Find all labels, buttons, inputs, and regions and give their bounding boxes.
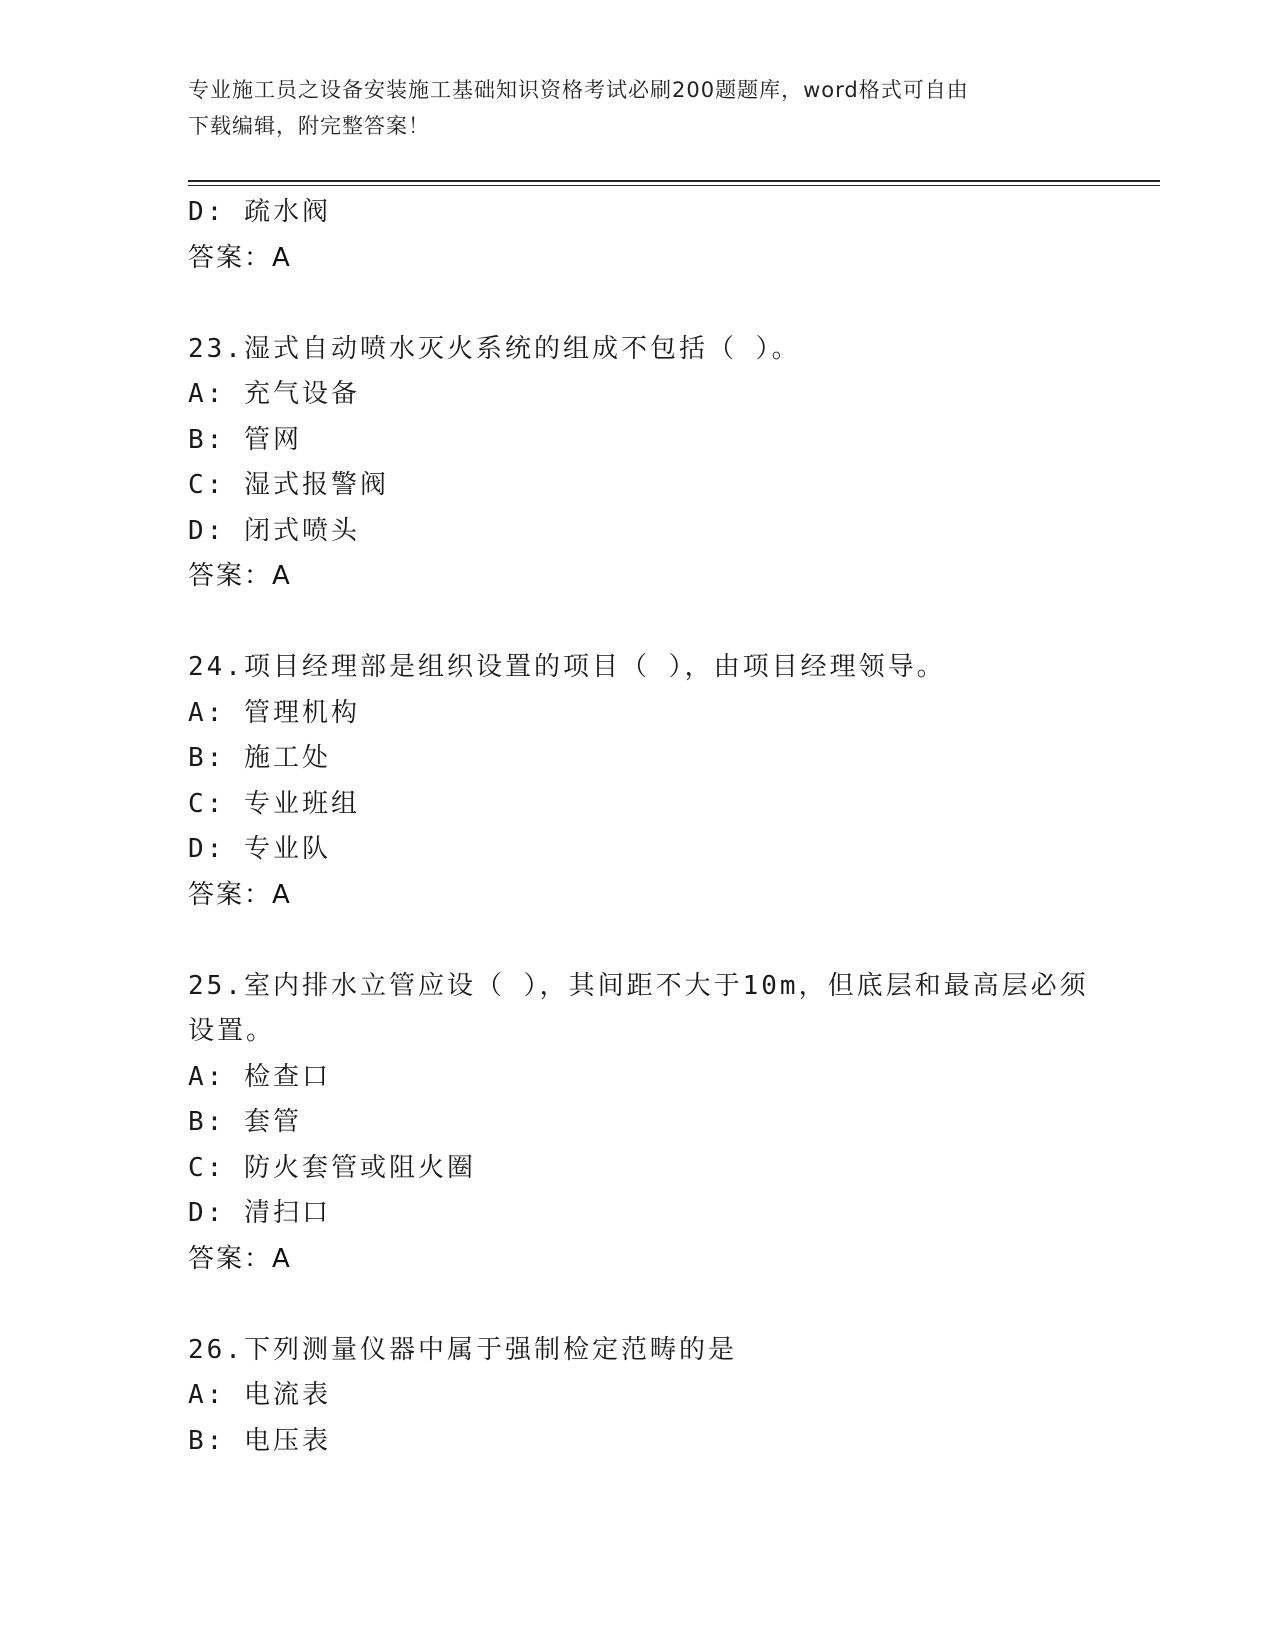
question-stem-line-2: 设置。: [188, 1016, 276, 1046]
answer: 答案：A: [188, 1243, 292, 1274]
option-c: C: 专业班组: [188, 788, 360, 819]
question-stem: 23.湿式自动喷水灭火系统的组成不包括（ ）。: [188, 333, 801, 364]
header-title-line-1: 专业施工员之设备安装施工基础知识资格考试必刷200题题库，word格式可自由: [188, 78, 969, 102]
question-stem: 26.下列测量仪器中属于强制检定范畴的是: [188, 1334, 737, 1365]
option-c: C: 湿式报警阀: [188, 470, 389, 500]
header-divider-thin: [188, 185, 1160, 186]
option-a: A: 管理机构: [188, 697, 360, 728]
question-22-tail: [188, 190, 1108, 281]
option-d: D: 清扫口: [188, 1198, 331, 1228]
question-list: [188, 190, 1108, 1464]
header-title-line-2: 下载编辑，附完整答案！: [188, 114, 430, 138]
option-d: D: 专业队: [188, 834, 331, 864]
question-stem: 24.项目经理部是组织设置的项目（ ），由项目经理领导。: [188, 652, 946, 682]
option-a: A: 电流表: [188, 1380, 331, 1410]
option-d: D: 闭式喷头: [188, 515, 360, 546]
answer: 答案：A: [188, 242, 292, 273]
question-stem-line-1: 25.室内排水立管应设（ ），其间距不大于10m，但底层和最高层必须: [188, 970, 1089, 1001]
document-header: [188, 72, 1088, 144]
option-b: B: 管网: [188, 424, 302, 455]
option-c: C: 防火套管或阻火圈: [188, 1152, 476, 1183]
question-26: [188, 1328, 1108, 1465]
header-divider-thick: [188, 180, 1160, 182]
option-b: B: 套管: [188, 1107, 302, 1137]
answer: 答案：A: [188, 561, 292, 591]
question-stem: [188, 964, 1108, 1055]
option-b: B: 电压表: [188, 1425, 331, 1456]
question-24: [188, 645, 1108, 918]
option-d: D: 疏水阀: [188, 197, 331, 227]
option-a: A: 检查口: [188, 1061, 331, 1092]
option-b: B: 施工处: [188, 743, 331, 773]
question-25: [188, 964, 1108, 1283]
question-23: [188, 327, 1108, 600]
option-a: A: 充气设备: [188, 379, 360, 409]
answer: 答案：A: [188, 879, 292, 910]
